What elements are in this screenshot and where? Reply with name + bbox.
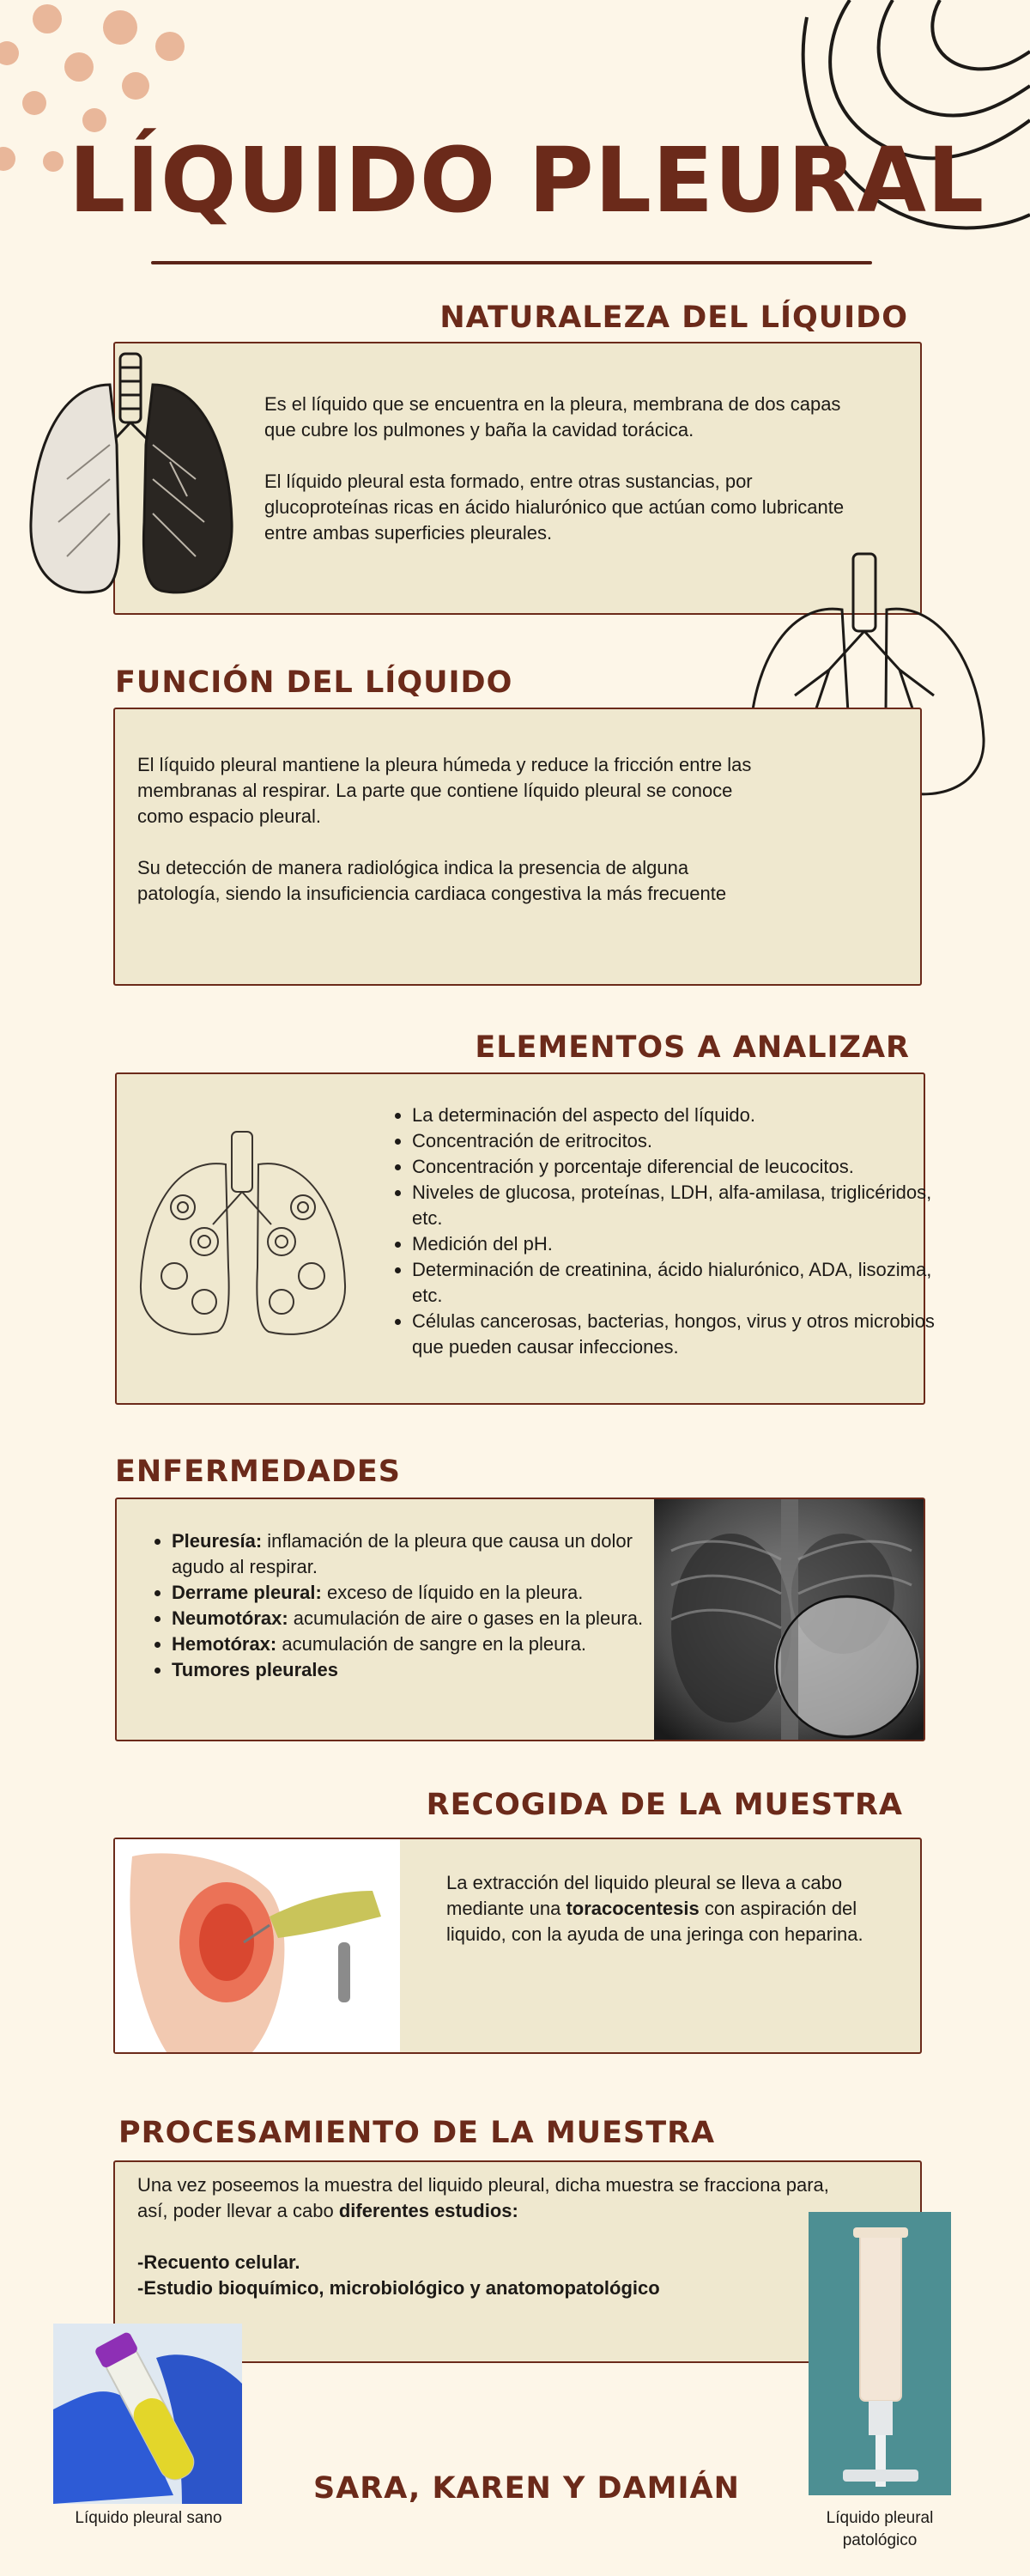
funcion-p1: El líquido pleural mantiene la pleura húmeda y reduce la fricción entre las membranas al respirar. La parte que contiene líquido pleural se conoce como espacio pleural. <box>137 754 752 827</box>
text-procesamiento: Una vez poseemos la muestra del liquido pleural, dicha muestra se fracciona para, así, poder llevar a cabo diferentes estudios: -Recuento celular. -Estudio bioquímico, microbiológico y anatomopatológico <box>137 2172 850 2301</box>
pathological-fluid-syringe-image <box>809 2212 951 2495</box>
list-item: • Pleuresía: inflamación de la pleura que causa un dolor agudo al respirar. <box>172 1528 652 1580</box>
text-funcion <box>137 752 755 907</box>
heading-elementos: ELEMENTOS A ANALIZAR <box>475 1030 910 1065</box>
list-item: • Determinación de creatinina, ácido hialurónico, ADA, lisozima, etc. <box>412 1257 953 1309</box>
list-item: • Células cancerosas, bacterias, hongos, virus y otros microbios que pueden causar infecciones. <box>412 1309 953 1360</box>
heading-enfermedades: ENFERMEDADES <box>115 1455 402 1489</box>
thoracentesis-image <box>115 1839 400 2052</box>
text-recogida: La extracción del liquido pleural se lleva a cabo mediante una toracocentesis con aspiración del liquido, con la ayuda de una jeringa con heparina. <box>446 1872 863 1945</box>
naturaleza-p1: Es el líquido que se encuentra en la pleura, membrana de dos capas que cubre los pulmones y baña la cavidad torácica. <box>264 393 841 440</box>
list-item: • Neumotórax: acumulación de aire o gases en la pleura. <box>172 1606 652 1631</box>
elementos-list <box>386 1103 953 1360</box>
chest-xray-image <box>654 1499 924 1740</box>
caption-healthy: Líquido pleural sano <box>75 2509 222 2527</box>
list-item: • Hemotórax: acumulación de sangre en la pleura. <box>172 1631 652 1657</box>
heading-procesamiento: PROCESAMIENTO DE LA MUESTRA <box>118 2116 716 2150</box>
heading-naturaleza: NATURALEZA DEL LÍQUIDO <box>439 301 908 335</box>
heading-funcion: FUNCIÓN DEL LÍQUIDO <box>115 665 513 700</box>
funcion-p2: Su detección de manera radiológica indica la presencia de alguna patología, siendo la insuficiencia cardiaca congestiva la más frecuente <box>137 857 727 904</box>
title-divider <box>151 261 872 264</box>
text-naturaleza <box>264 392 865 546</box>
page-title: LÍQUIDO PLEURAL <box>69 128 985 233</box>
enfermedades-list <box>146 1528 652 1683</box>
heading-recogida: RECOGIDA DE LA MUESTRA <box>426 1788 903 1822</box>
procesamiento-line-1: -Recuento celular. <box>137 2251 300 2273</box>
list-item: • Concentración de eritrocitos. <box>412 1128 953 1154</box>
caption-pathological: Líquido pleural patológico <box>826 2509 934 2549</box>
list-item: • Derrame pleural: exceso de líquido en la pleura. <box>172 1580 652 1606</box>
list-item: • Concentración y porcentaje diferencial de leucocitos. <box>412 1154 953 1180</box>
floral-lungs-icon <box>136 1130 350 1345</box>
list-item: • Tumores pleurales <box>172 1657 652 1683</box>
procesamiento-line-2: -Estudio bioquímico, microbiológico y anatomopatológico <box>137 2277 660 2299</box>
lungs-illustration-icon <box>24 350 239 608</box>
list-item: • La determinación del aspecto del líquido. <box>412 1103 953 1128</box>
healthy-fluid-tube-image <box>53 2324 242 2504</box>
list-item: • Medición del pH. <box>412 1231 953 1257</box>
toracocentesis-term: toracocentesis <box>566 1898 700 1919</box>
list-item: • Niveles de glucosa, proteínas, LDH, alfa-amilasa, triglicéridos, etc. <box>412 1180 953 1231</box>
authors: SARA, KAREN Y DAMIÁN <box>313 2471 740 2506</box>
naturaleza-p2: El líquido pleural esta formado, entre otras sustancias, por glucoproteínas ricas en ácido hialurónico que actúan como lubricante entre ambas superficies pleurales. <box>264 471 845 544</box>
